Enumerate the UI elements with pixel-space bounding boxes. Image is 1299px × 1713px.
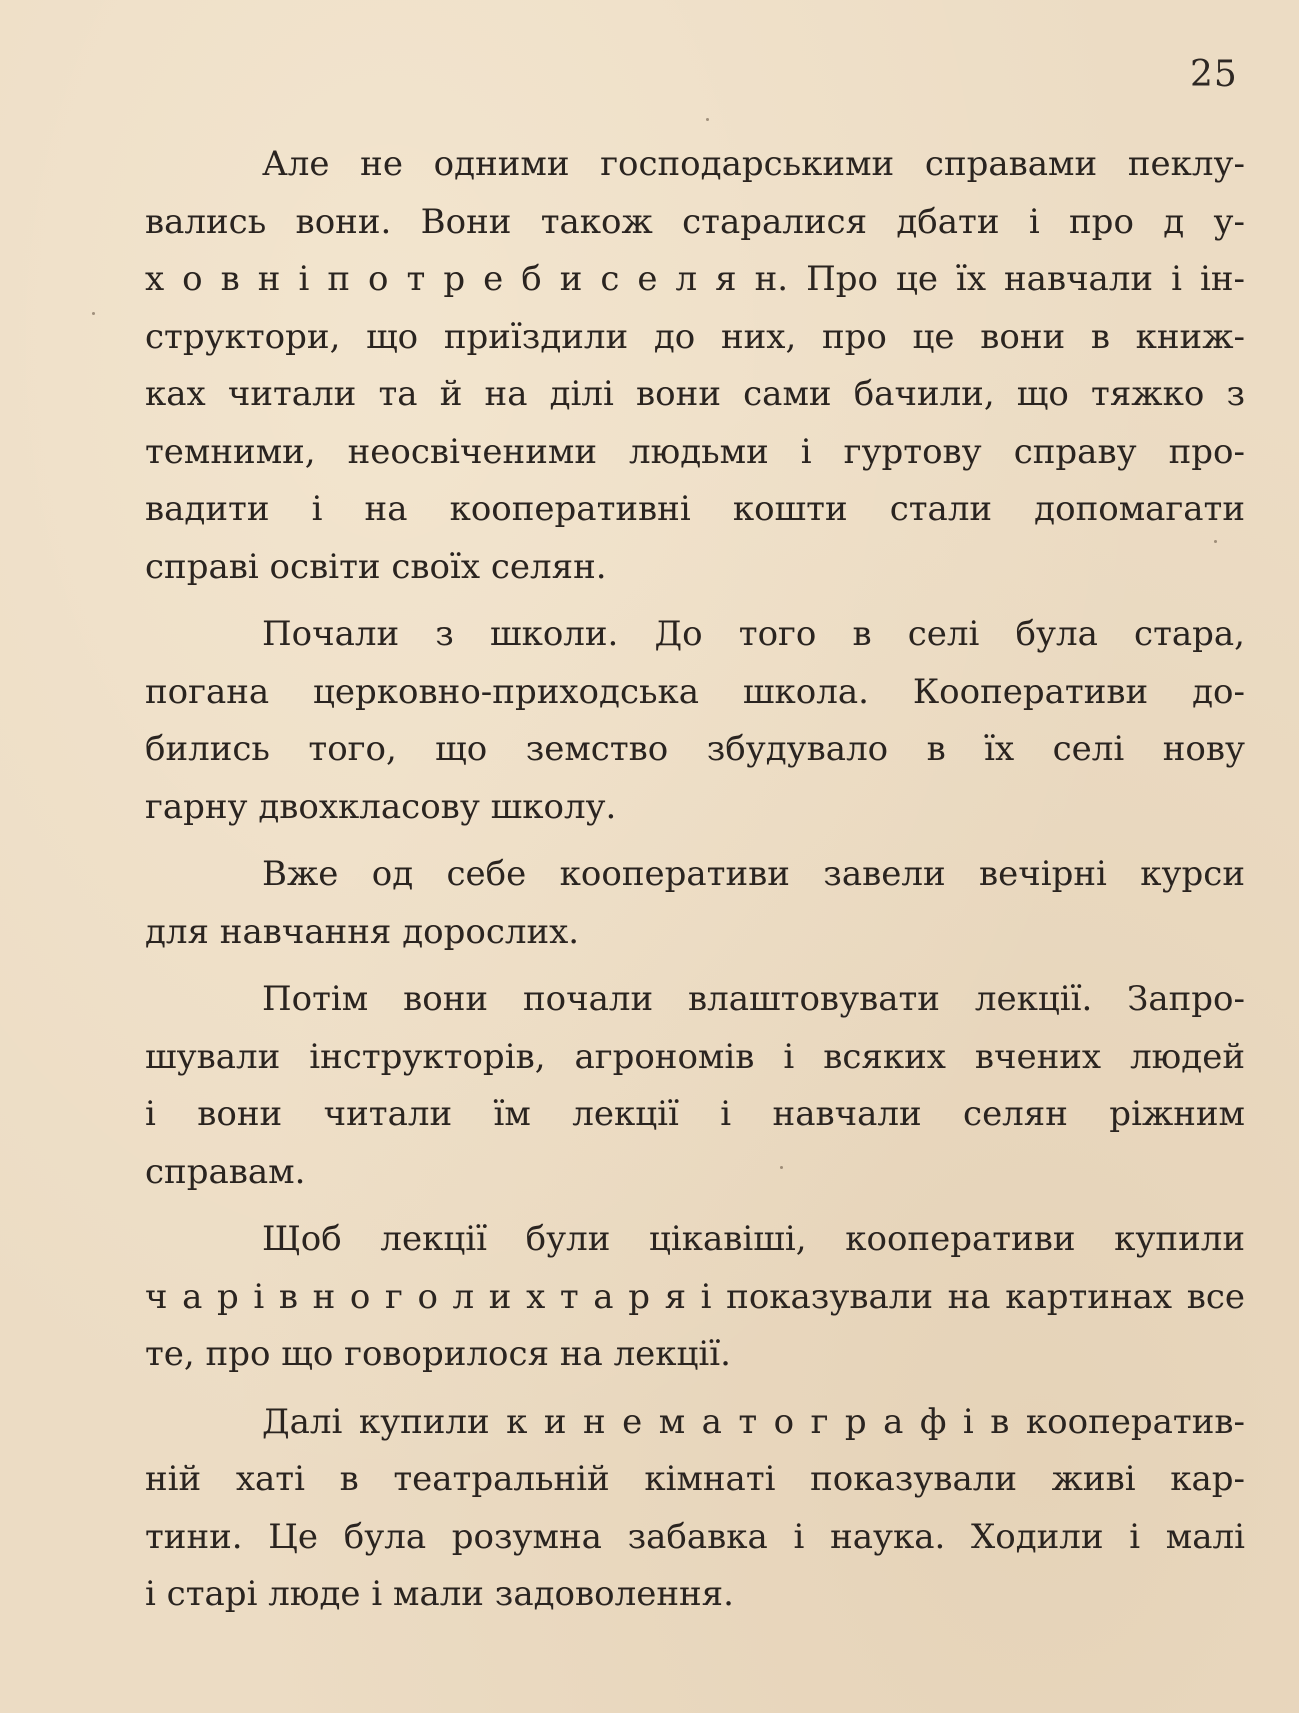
- text-line: те, про що говорилося на лекції.: [145, 1334, 731, 1374]
- text-line: ній хаті в театральній кімнаті показували живі кар-: [145, 1459, 1245, 1499]
- paragraph: [145, 846, 1245, 961]
- text-line: ч а р і в н о г о л и х т а р я і показували на картинах все: [145, 1276, 1245, 1317]
- text-line: вались вони. Вони також старалися дбати і про д у-: [145, 201, 1245, 242]
- text-line: для навчання дорослих.: [145, 911, 580, 952]
- text-line: тини. Це була розумна забавка і наука. Ходили і малі: [145, 1516, 1245, 1557]
- paper-speck: [706, 118, 709, 121]
- text-line: х о в н і п о т р е б и с е л я н. Про це їх навчали і ін-: [145, 259, 1245, 299]
- text-line: Вже од себе кооперативи завели вечірні курси: [262, 854, 1245, 894]
- page-number: 25: [1190, 54, 1238, 95]
- text-line: справі освіти своїх селян.: [145, 546, 607, 587]
- text-line: гарну двохкласову школу.: [145, 786, 617, 827]
- body-text: [145, 136, 1245, 1634]
- text-line: Щоб лекції були цікавіші, кооперативи купили: [262, 1219, 1245, 1259]
- text-line: і вони читали їм лекції і навчали селян ріжним: [145, 1094, 1245, 1134]
- paragraph: [145, 1211, 1245, 1384]
- text-line: справам.: [145, 1151, 306, 1192]
- text-line: погана церковно-приходська школа. Кооперативи до-: [145, 671, 1245, 712]
- paragraph: [145, 1394, 1245, 1624]
- text-line: Почали з школи. До того в селі була стара,: [262, 614, 1245, 654]
- text-line: шували інструкторів, агрономів і всяких вчених людей: [145, 1036, 1245, 1077]
- paragraph: [145, 136, 1245, 596]
- text-line: структори, що приїздили до них, про це вони в книж-: [145, 316, 1245, 357]
- paragraph: [145, 971, 1245, 1201]
- text-line: бились того, що земство збудувало в їх селі нову: [145, 729, 1245, 769]
- text-line: Далі купили к и н е м а т о г р а ф і в кооператив-: [262, 1401, 1245, 1442]
- text-line: Потім вони почали влаштовувати лекції. Запро-: [262, 979, 1245, 1019]
- text-line: темними, неосвіченими людьми і гуртову справу про-: [145, 431, 1245, 472]
- text-line: вадити і на кооперативні кошти стали допомагати: [145, 489, 1245, 529]
- paragraph: [145, 606, 1245, 836]
- text-line: ках читали та й на ділі вони сами бачили, що тяжко з: [145, 374, 1245, 414]
- paper-speck: [780, 1166, 783, 1169]
- text-line: Але не одними господарськими справами пеклу-: [262, 144, 1245, 184]
- paper-speck: [92, 312, 95, 315]
- paper-speck: [1214, 540, 1217, 543]
- text-line: і старі люде і мали задоволення.: [145, 1574, 734, 1614]
